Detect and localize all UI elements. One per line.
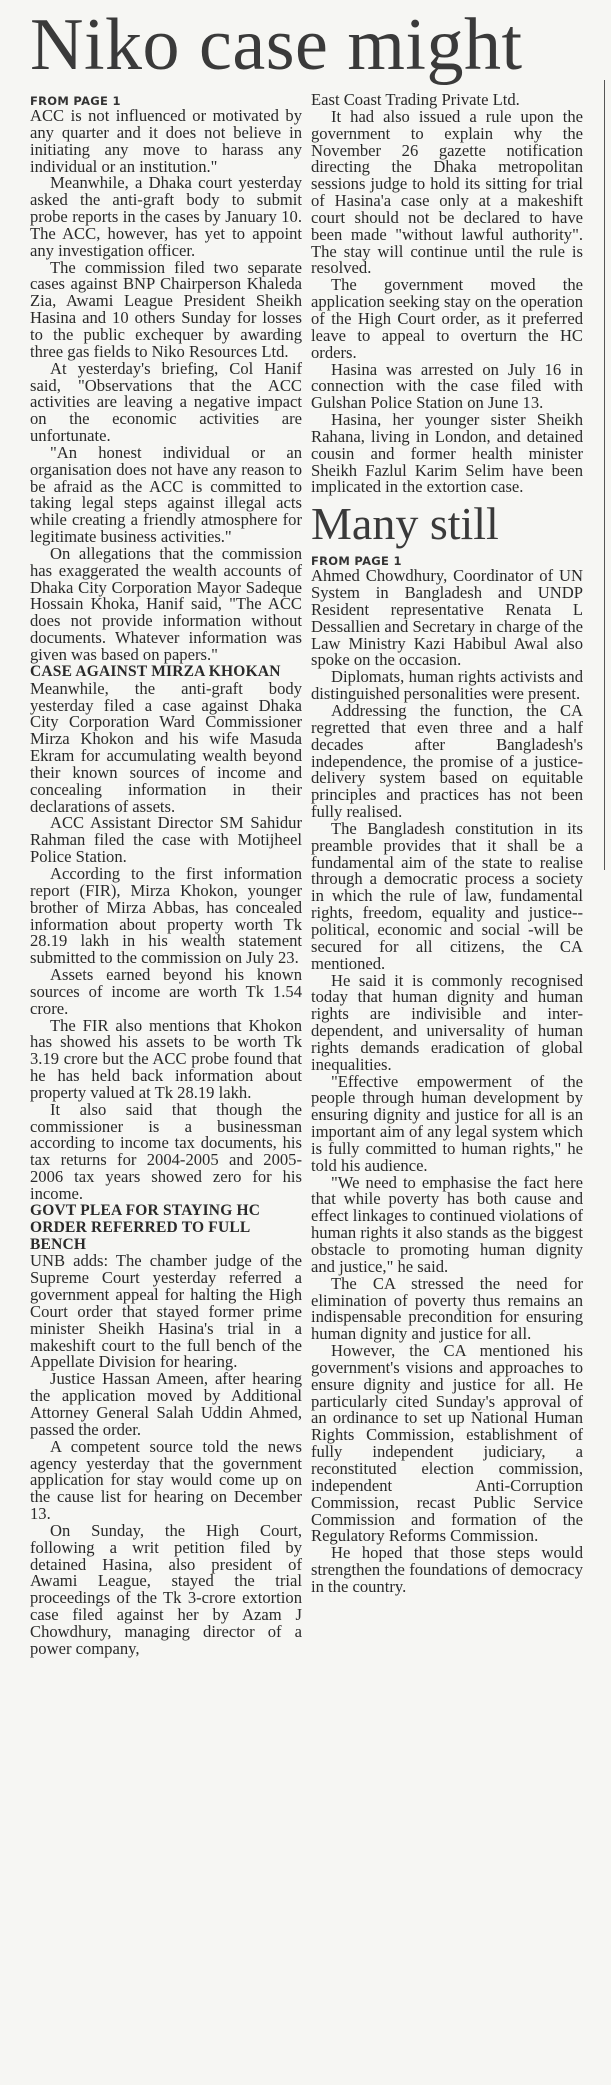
paragraph: Ahmed Chowdhury, Coordinator of UN System in Bangladesh and UNDP Resident representative Renata L Dessallien and Secretary in charge of the Law Ministry Kazi Habibul Awal also spoke on the occasion.: [311, 566, 583, 670]
paragraph: Hasina was arrested on July 16 in connection with the case filed with Gulshan Police Station on June 13.: [311, 359, 583, 413]
subheading: CASE AGAINST MIRZA KHOKAN: [30, 662, 281, 680]
paragraph: However, the CA mentioned his government's visions and approaches to ensure dignity and justice for all. He particularly cited Sunday's approval of an ordinance to set up National Human Rights Commission, establishment of fully independent judiciary, a reconstituted election commission, independent Anti-Corruption Commission, recast Public Service Commission and formation of the Regulatory Reforms Commission.: [311, 1341, 583, 1546]
paragraph: Diplomats, human rights activists and distinguished personalities were present.: [311, 667, 583, 704]
article-headline: Many still: [311, 498, 499, 550]
paragraph: A competent source told the news agency yesterday that the government application for stay would come up on the cause list for hearing on December 13.: [30, 1436, 302, 1524]
paragraph: East Coast Trading Private Ltd.: [311, 90, 520, 109]
paragraph: ACC is not influenced or motivated by any quarter and it does not believe in initiating any move to harass any individual or an institution.": [30, 106, 302, 176]
paragraph: Assets earned beyond his known sources of income are worth Tk 1.54 crore.: [30, 965, 302, 1018]
paragraph: The government moved the application seeking stay on the operation of the High Court order, as it preferred leave to appeal to overturn the HC orders.: [311, 275, 583, 362]
paragraph: He hoped that those steps would strengthen the foundations of democracy in the country.: [311, 1543, 583, 1596]
paragraph: At yesterday's briefing, Col Hanif said, "Observations that the ACC activities are leaving a negative impact on the economic activities are unfortunate.: [30, 358, 302, 446]
paragraph: According to the first information report (FIR), Mirza Khokon, younger brother of Mirza Abbas, has concealed information about property worth Tk 28.19 lakh in his wealth statement submitted to the commission on July 23.: [30, 863, 302, 968]
from-page-label: FROM PAGE 1: [311, 554, 402, 569]
column-rule: [604, 80, 605, 870]
paragraph: "Effective empowerment of the people through human development by ensuring dignity and justice for all is an important aim of any legal system which is fully committed to human rights," he told his audience.: [311, 1071, 583, 1175]
paragraph: On allegations that the commission has exaggerated the wealth accounts of Dhaka City Corporation Mayor Sadeque Hossain Khoka, Hanif said, "The ACC does not provide information without documents. Whatever information was given was based on papers.": [30, 543, 302, 664]
paragraph: "An honest individual or an organisation does not have any reason to be afraid as the ACC is committed to taking legal steps against illegal acts while creating a friendly atmosphere for legitimate business activities.": [30, 442, 302, 547]
right-column: [311, 92, 583, 1596]
paragraph: It had also issued a rule upon the government to explain why the November 26 gazette notification directing the Dhaka metropolitan sessions judge to hold its sitting for trial of Hasina'a case only at a makeshift court should not be declared to have been made "without lawful authority". The stay will continue until the rule is resolved.: [311, 106, 583, 278]
paragraph: On Sunday, the High Court, following a writ petition filed by detained Hasina, also president of Awami League, stayed the trial proceedings of the Tk 3-crore extortion case filed against her by Azam J Chowdhury, managing director of a power company,: [30, 1520, 302, 1658]
paragraph: It also said that though the commissioner is a businessman according to income tax documents, his tax returns for 2004-2005 and 2005-2006 tax years showed zero for his income.: [30, 1099, 302, 1203]
paragraph: Addressing the function, the CA regretted that even three and a half decades after Bangladesh's independence, the promise of a justice-delivery system based on equitable principles and practices has not been fully realised.: [311, 701, 583, 822]
subheading: GOVT PLEA FOR STAYING HC ORDER REFERRED TO FULL BENCH: [30, 1201, 261, 1253]
paragraph: Meanwhile, the anti-graft body yesterday filed a case against Dhaka City Corporation Ward Commissioner Mirza Khokon and his wife Masuda Ekram for accumulating wealth beyond their known sources of income and concealing information in their declarations of assets.: [30, 678, 302, 816]
headline: Niko case might: [30, 4, 523, 86]
paragraph: The CA stressed the need for elimination of poverty thus remains an indispensable precondition for ensuring human dignity and justice for all.: [311, 1273, 583, 1344]
paragraph: UNB adds: The chamber judge of the Supreme Court yesterday referred a government appeal for halting the High Court order that stayed former prime minister Sheikh Hasina's trial in a makeshift court to the full bench of the Appellate Division for hearing.: [30, 1251, 302, 1372]
left-column: [30, 92, 302, 1658]
paragraph: The FIR also mentions that Khokon has showed his assets to be worth Tk 3.19 crore but the ACC probe found that he has held back information about property valued at Tk 28.19 lakh.: [30, 1015, 302, 1102]
paragraph: "We need to emphasise the fact here that while poverty has both cause and effect linkages to continued violations of human rights it also stands as the biggest obstacle to promoting human dignity and justice," he said.: [311, 1172, 583, 1276]
paragraph: Hasina, her younger sister Sheikh Rahana, living in London, and detained cousin and former health minister Sheikh Fazlul Karim Selim have been implicated in the extortion case.: [311, 410, 583, 497]
paragraph: The Bangladesh constitution in its preamble provides that it shall be a fundamental aim of the state to realise through a democratic process a society in which the rule of law, fundamental rights, freedom, equality and justice--political, economic and social -will be secured for all citizens, the CA mentioned.: [311, 818, 583, 973]
paragraph: He said it is commonly recognised today that human dignity and human rights are indivisible and inter-dependent, and universality of human rights demands eradication of global inequalities.: [311, 970, 583, 1074]
paragraph: Justice Hassan Ameen, after hearing the application moved by Additional Attorney General Salah Uddin Ahmed, passed the order.: [30, 1369, 302, 1439]
paragraph: The commission filed two separate cases against BNP Chairperson Khaleda Zia, Awami League President Sheikh Hasina and 10 others Sunday for losses to the public exchequer by awarding three gas fields to Niko Resources Ltd.: [30, 257, 302, 361]
from-page-label: FROM PAGE 1: [30, 94, 121, 108]
paragraph: ACC Assistant Director SM Sahidur Rahman filed the case with Motijheel Police Station.: [30, 813, 302, 867]
paragraph: Meanwhile, a Dhaka court yesterday asked the anti-graft body to submit probe reports in the cases by January 10. The ACC, however, has yet to appoint any investigation officer.: [30, 173, 302, 260]
